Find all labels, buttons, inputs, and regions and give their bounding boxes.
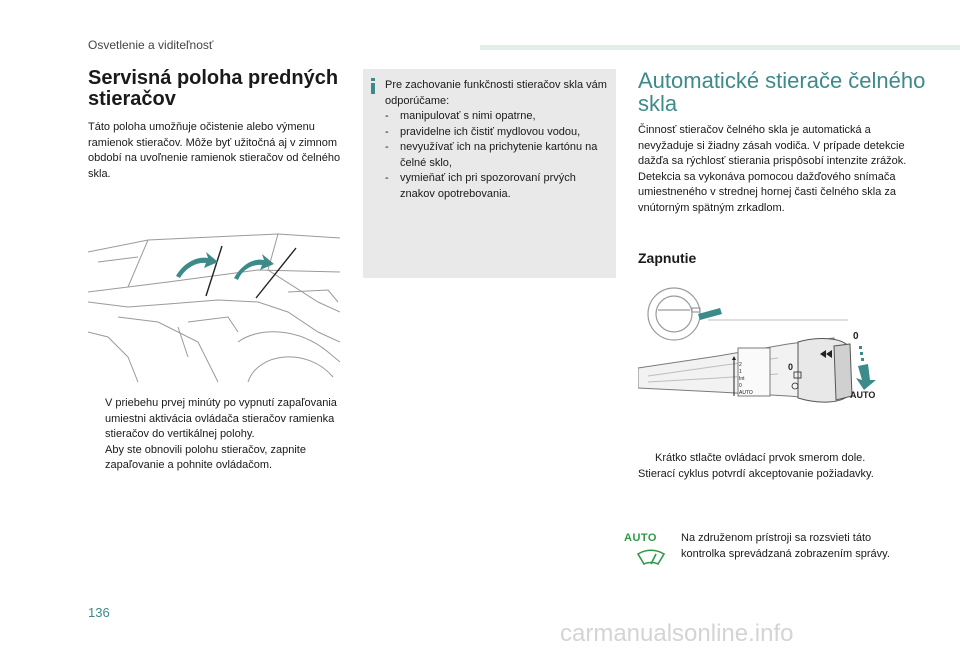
info-recommendations [385,78,610,202]
list-item [385,171,610,202]
list-item [88,443,350,474]
info-item-text: nevyužívať ich na prichytenie kartónu na čelné sklo, [400,141,598,169]
bullet-marker [88,396,105,443]
section-title-auto-wipers: Automatické stierače čelného skla [638,68,926,116]
info-item-text: vymieňať ich pri spozorovaní prvých znakov opotrebovania. [400,172,576,200]
step-note: Stierací cyklus potvrdí akceptovanie požiadavky. [638,467,874,480]
stalk-scale-label: 2 [739,362,742,368]
activation-step [638,451,908,482]
info-lead: Pre zachovanie funkčnosti stieračov skla vám odporúčame: [385,79,607,107]
stalk-scale-label: Int [739,376,745,382]
auto-wipers-intro: Činnosť stieračov čelného skla je automatická a nevyžaduje si žiadny zásah vodiča. V prípade detekcie dažďa sa rýchlosť stierania prispôsobí intenzite zrážok. Detekcia sa vykonáva pomocou dažďového snímača umiestneného v strednej hornej časti čelného skla za vnútorným spätným zrkadlom. [638,124,907,214]
info-item-text: manipulovať s nimi opatrne, [400,110,536,122]
header-bar [480,45,960,50]
list-item [638,451,908,467]
auto-indicator-label: AUTO [624,532,657,544]
bullet-text: V priebehu prvej minúty po vypnutí zapaľovania umiestni aktivácia ovládača stieračov ramienka stieračov do vertikálnej polohy. [105,397,337,440]
dash-marker: - [385,110,389,122]
list-item [385,140,610,171]
stalk-scale-label: AUTO [739,390,753,396]
step-text: Krátko stlačte ovládací prvok smerom dole. [655,452,866,464]
subsection-title-activation: Zapnutie [638,250,697,266]
service-position-steps [88,396,350,474]
info-icon [371,78,375,94]
windscreen-wipers-illustration [88,232,340,384]
auto-wiper-warning-icon [636,548,666,568]
page-number: 136 [88,605,110,620]
section-title-service-position: Servisná poloha predných stieračov [88,67,339,110]
service-position-intro: Táto poloha umožňuje očistenie alebo výmenu ramienok stieračov. Môže byť užitočná aj v zimnom období na uvoľnenie ramienok stieračov od čelného skla. [88,121,341,180]
dash-marker: - [385,141,389,153]
indicator-description: Na združenom prístroji sa rozsvieti táto kontrolka sprevádzaná zobrazením správy. [681,532,890,560]
watermark: carmanualsonline.info [560,620,794,647]
stalk-position-zero: 0 [788,362,794,372]
dash-marker: - [385,172,389,184]
stalk-scale-label: 0 [739,383,742,389]
bullet-text: Aby ste obnovili polohu stieračov, zapnite zapaľovanie a pohnite ovládačom. [105,443,306,471]
stalk-label-zero: 0 [853,331,859,342]
wiper-stalk-illustration [638,286,890,414]
section-header: Osvetlenie a viditeľnosť [88,38,214,52]
dash-marker: - [385,125,389,138]
stalk-scale-label: 1 [739,369,742,375]
bullet-marker [88,443,105,474]
list-item [385,109,610,125]
bullet-marker [638,451,655,467]
list-item [385,125,610,141]
info-item-text: pravidelne ich čistiť mydlovou vodou, [400,125,581,138]
list-item [88,396,350,443]
stalk-label-auto: AUTO [850,390,876,400]
